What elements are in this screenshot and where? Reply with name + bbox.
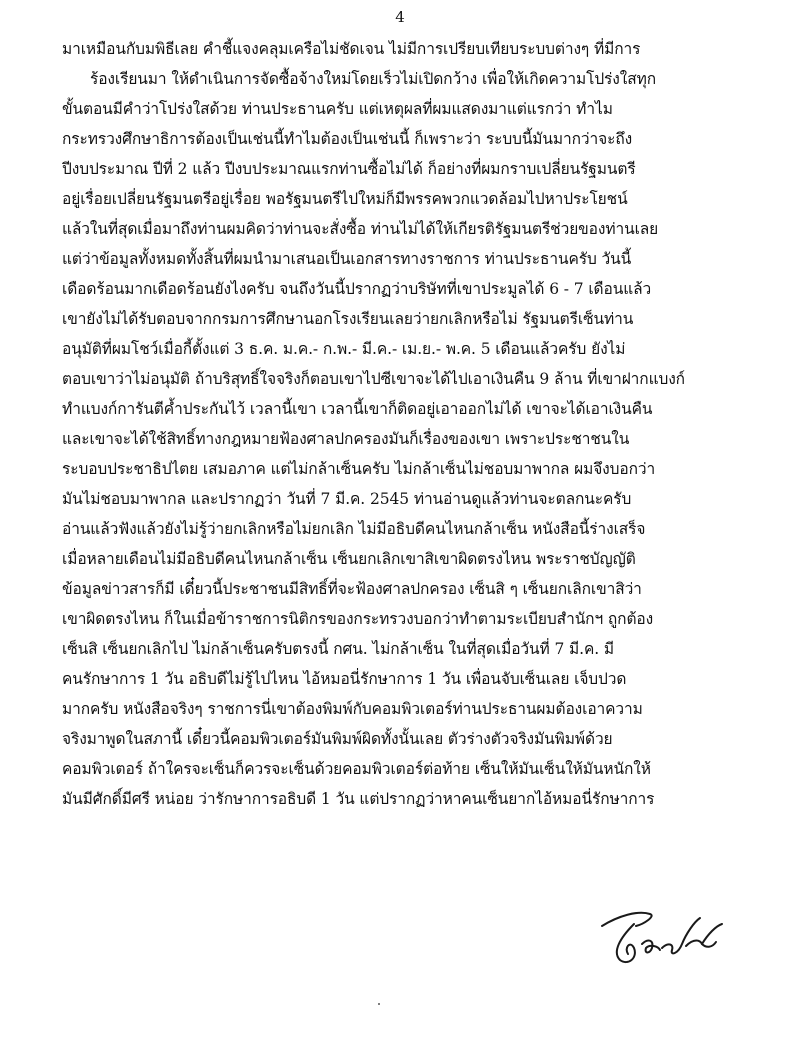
text-line: มันไม่ชอบมาพากล และปรากฏว่า วันที่ 7 มี.ค. 2545 ท่านอ่านดูแล้วท่านจะตลกนะครับ	[62, 490, 632, 508]
text-line: แล้วในที่สุดเมื่อมาถึงท่านผมคิดว่าท่านจะสั่งซื้อ ท่านไม่ได้ให้เกียรติรัฐมนตรีช่วยของท่านเลย	[62, 220, 659, 238]
body-text	[62, 34, 752, 814]
text-line: เดือดร้อนมากเดือดร้อนยังไงครับ จนถึงวันนี้ปรากฏว่าบริษัทที่เขาประมูลได้ 6 - 7 เดือนแล้ว	[62, 280, 652, 298]
text-line: ขั้นตอนมีคำว่าโปร่งใสด้วย ท่านประธานครับ แต่เหตุผลที่ผมแสดงมาแต่แรกว่า ทำไม	[62, 100, 613, 118]
text-line: เขายังไม่ได้รับตอบจากกรมการศึกษานอกโรงเรียนเลยว่ายกเลิกหรือไม่ รัฐมนตรีเซ็นท่าน	[62, 310, 634, 328]
text-line: ทำแบงก์การันตีค้ำประกันไว้ เวลานี้เขา เวลานี้เขาก็ติดอยู่เอาออกไม่ได้ เขาจะได้เอาเงินคืน	[62, 400, 653, 418]
text-line: มากครับ หนังสือจริงๆ ราชการนี่เขาต้องพิมพ์กับคอมพิวเตอร์ท่านประธานผมต้องเอาความ	[62, 700, 643, 718]
text-line: จริงมาพูดในสภานี้ เดี๋ยวนี้คอมพิวเตอร์มันพิมพ์ผิดทั้งนั้นเลย ตัวร่างตัวจริงมันพิมพ์ด้วย	[62, 730, 613, 748]
text-line: คอมพิวเตอร์ ถ้าใครจะเซ็นก็ควรจะเซ็นด้วยคอมพิวเตอร์ต่อท้าย เซ็นให้มันเซ็นให้มันหนักให้	[62, 760, 651, 778]
text-line: เซ็นสิ เซ็นยกเลิกไป ไม่กล้าเซ็นครับตรงนี้ กศน. ไม่กล้าเซ็น ในที่สุดเมื่อวันที่ 7 มี.ค. มี	[62, 640, 615, 658]
text-line: ปีงบประมาณ ปีที่ 2 แล้ว ปีงบประมาณแรกท่านซื้อไม่ได้ ก็อย่างที่ผมกราบเปลี่ยนรัฐมนตรี	[62, 160, 636, 178]
text-line: ระบอบประชาธิปไตย เสมอภาค แต่ไม่กล้าเซ็นครับ ไม่กล้าเซ็นไม่ชอบมาพากล ผมจึงบอกว่า	[62, 460, 656, 478]
text-line: อยู่เรื่อยเปลี่ยนรัฐมนตรีอยู่เรื่อย พอรัฐมนตรีไปใหม่ก็มีพรรคพวกแวดล้อมไปหาประโยชน์	[62, 190, 628, 208]
text-line: ตอบเขาว่าไม่อนุมัติ ถ้าบริสุทธิ์ใจจริงก็ตอบเขาไปซีเขาจะได้ไปเอาเงินคืน 9 ล้าน ที่เขาฝากแบงก์	[62, 370, 685, 388]
text-line: เขาผิดตรงไหน ก็ในเมื่อข้าราชการนิติกรของกระทรวงบอกว่าทำตามระเบียบสำนักฯ ถูกต้อง	[62, 610, 654, 628]
text-line: มันมีศักดิ์มีศรี หน่อย ว่ารักษาการอธิบดี 1 วัน แต่ปรากฏว่าหาคนเซ็นยากไอ้หมอนี่รักษาการ	[62, 790, 655, 808]
text-line: คนรักษาการ 1 วัน อธิบดีไม่รู้ไปไหน ไอ้หมอนี่รักษาการ 1 วัน เพื่อนจับเซ็นเลย เจ็บปวด	[62, 670, 627, 688]
text-line: แต่ว่าข้อมูลทั้งหมดทั้งสิ้นที่ผมนำมาเสนอเป็นเอกสารทางราชการ ท่านประธานครับ วันนี้	[62, 250, 632, 268]
text-line: อนุมัติที่ผมโชว์เมื่อกี้ตั้งแต่ 3 ธ.ค. ม.ค.- ก.พ.- มี.ค.- เม.ย.- พ.ค. 5 เดือนแล้วครับ ยังไม่	[62, 340, 626, 358]
text-line: และเขาจะได้ใช้สิทธิ์ทางกฎหมายฟ้องศาลปกครองมันก็เรื่องของเขา เพราะประชาชนใน	[62, 430, 630, 448]
text-line: มาเหมือนกับมพิธีเลย คำชี้แจงคลุมเครือไม่ชัดเจน ไม่มีการเปรียบเทียบระบบต่างๆ ที่มีการ	[62, 40, 641, 58]
page-number: 4	[395, 8, 405, 26]
handwritten-signature-icon	[598, 904, 738, 976]
page-mark	[378, 1003, 380, 1005]
text-line: กระทรวงศึกษาธิการต้องเป็นเช่นนี้ทำไมต้องเป็นเช่นนี้ ก็เพราะว่า ระบบนี้มันมากว่าจะถึง	[62, 130, 633, 148]
text-line: เมื่อหลายเดือนไม่มีอธิบดีคนไหนกล้าเซ็น เซ็นยกเลิกเขาสิเขาผิดตรงไหน พระราชบัญญัติ	[62, 550, 636, 568]
text-line: ร้องเรียนมา ให้ดำเนินการจัดซื้อจ้างใหม่โดยเร็วไม่เปิดกว้าง เพื่อให้เกิดความโปร่งใสทุก	[90, 70, 656, 88]
text-line: อ่านแล้วฟังแล้วยังไม่รู้ว่ายกเลิกหรือไม่ยกเลิก ไม่มีอธิบดีคนไหนกล้าเซ็น หนังสือนี้ร่างเสร็จ	[62, 520, 646, 538]
text-line: ข้อมูลข่าวสารก็มี เดี๋ยวนี้ประชาชนมีสิทธิ์ที่จะฟ้องศาลปกครอง เซ็นสิ ๆ เซ็นยกเลิกเขาสิว่า	[62, 580, 642, 598]
